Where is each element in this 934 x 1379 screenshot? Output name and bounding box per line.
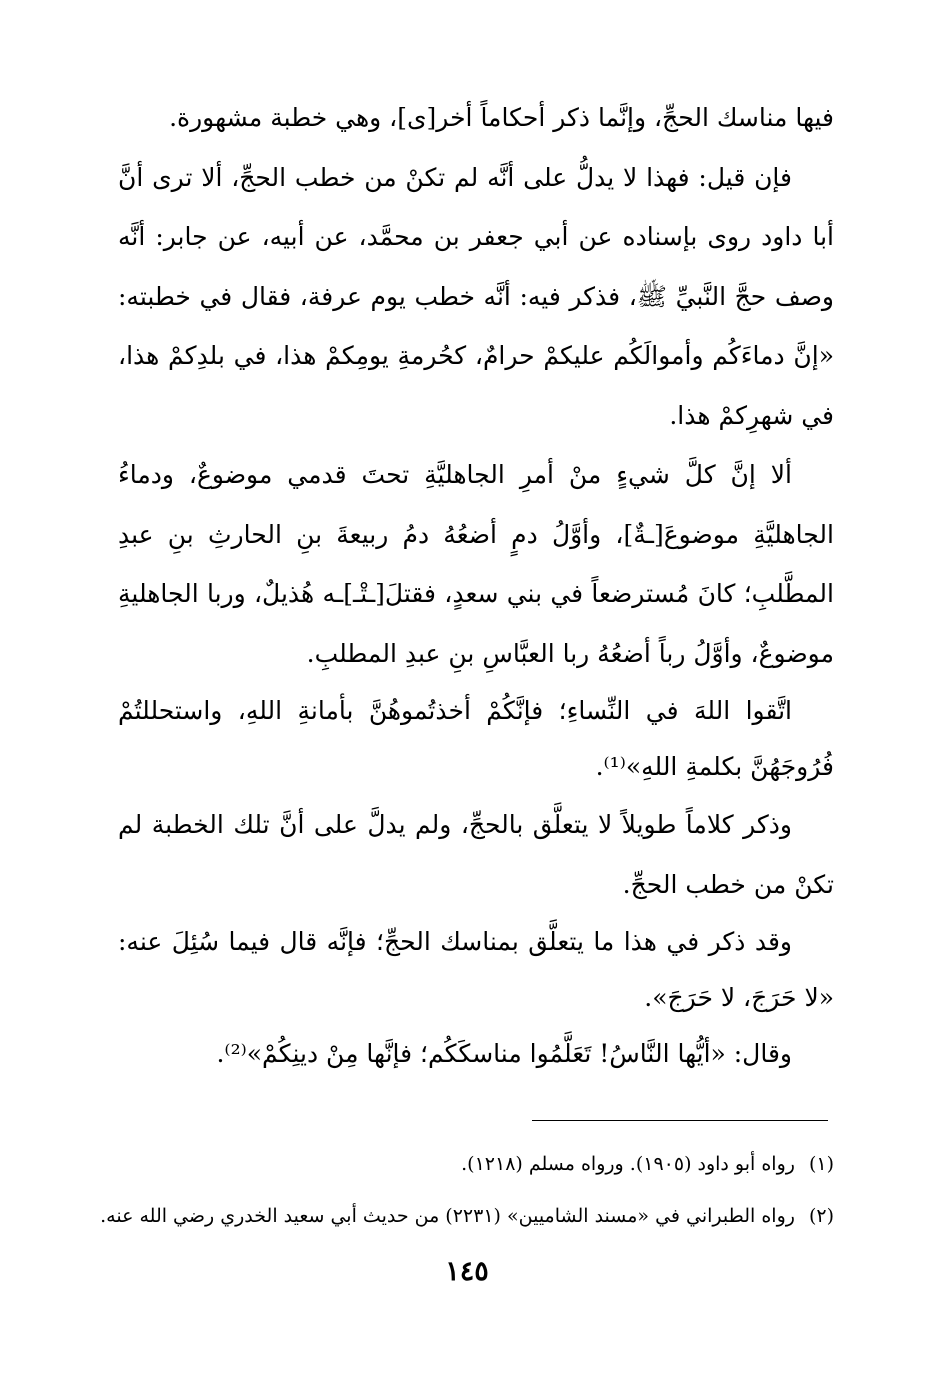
footnote-item [100,1190,834,1242]
paragraph: فيها مناسك الحجِّ، وإنَّما ذكر أحكاماً أخر[ى]، وهي خطبة مشهورة. [169,103,834,132]
footnote-separator [532,1120,828,1121]
paragraph: وقد ذكر في هذا ما يتعلَّق بمناسك الحجِّ؛ فإنَّه قال فيما سُئِلَ عنه: «لا حَرَجَ، لا حَرَجَ». [118,927,834,1012]
footnotes [100,1138,834,1242]
paragraph: فإن قيل: فهذا لا يدلُّ على أنَّه لم تكنْ من خطب الحجِّ، ألا ترى أنَّ أبا داود روى بإسناده عن أبي جعفر بن محمَّد، عن أبيه، عن جابر: أنَّه وصف حجَّ النَّبيِّ ﷺ، فذكر فيه: أنَّه خطب يوم عرفة، فقال في خطبته: «إنَّ دماءَكُم وأموالَكُم عليكمْ حرامٌ، كحُرمةِ يومِكمْ هذا، في بلدِكمْ هذا، في شهرِكمْ هذا. [118,162,834,430]
footnote-item [118,1138,834,1190]
paragraph: ألا إنَّ كلَّ شيءٍ منْ أمرِ الجاهليَّةِ تحتَ قدمي موضوعٌ، ودماءُ الجاهليَّةِ موضوعَ[ـةٌ]، وأوَّلُ دمٍ أضعُهُ دمُ ربيعةَ بنِ الحارثِ بنِ عبدِ المطَّلبِ؛ كانَ مُسترضعاً في بني سعدٍ، فقتلَ[ـتْـ]ـه هُذيلٌ، وربا الجاهليةِ موضوعٌ، وأوَّلُ رباً أضعُهُ ربا العبَّاسِ بنِ عبدِ المطلبِ. [118,460,834,668]
footnote-number: (٢) [808,1205,834,1227]
paragraph: وقال: «أيُّها النَّاسُ! تَعَلَّمُوا مناسكَكُم؛ فإنَّها مِنْ دينِكُمْ»⁽²⁾. [216,1039,792,1068]
page-number: ١٤٥ [445,1256,489,1287]
footnote-text: رواه الطبراني في «مسند الشاميين» (٢٢٣١) من حديث أبي سعيد الخدري رضي الله عنه. [100,1205,795,1227]
paragraph: وذكر كلاماً طويلاً لا يتعلَّق بالحجِّ، ولم يدلَّ على أنَّ تلك الخطبة لم تكنْ من خطب الحجِّ. [118,810,834,899]
footnote-number: (١) [808,1153,834,1175]
paragraph: اتَّقوا اللهَ في النِّساءِ؛ فإنَّكُمْ أخذتُموهُنَّ بأمانةِ اللهِ، واستحللتُمْ فُرُوجَهُنَّ بكلمةِ اللهِ»⁽¹⁾. [118,696,834,781]
main-text [118,88,834,1082]
footnote-text: رواه أبو داود (١٩٠٥). ورواه مسلم (١٢١٨). [461,1153,795,1175]
